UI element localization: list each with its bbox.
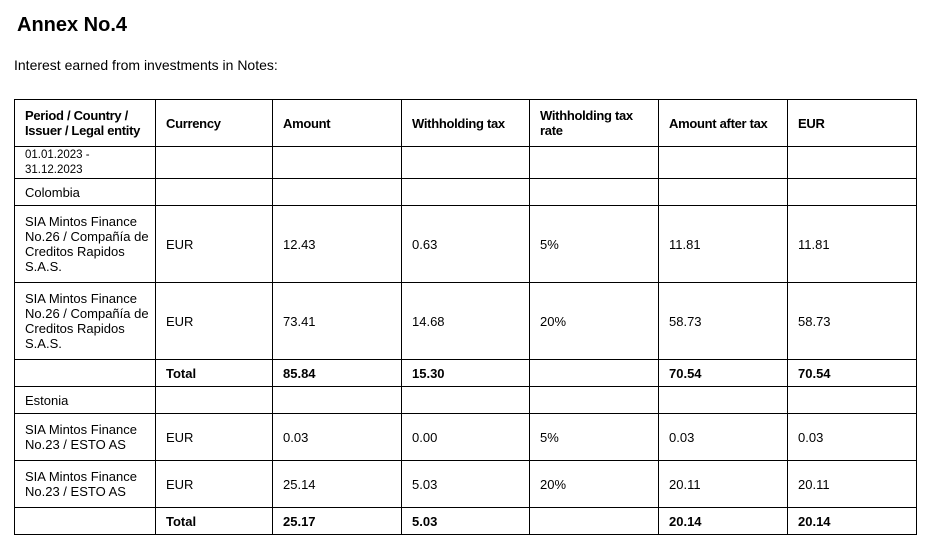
currency-cell: EUR	[156, 414, 273, 461]
amount-after-tax-cell: 0.03	[659, 414, 788, 461]
country-cell: Estonia	[15, 387, 156, 414]
eur-cell: 20.11	[788, 461, 917, 508]
currency-cell: EUR	[156, 461, 273, 508]
country-row	[15, 387, 917, 414]
total-label: Total	[156, 508, 273, 535]
period-cell: 01.01.2023 - 31.12.2023	[15, 147, 156, 179]
total-amount-after-tax: 20.14	[659, 508, 788, 535]
table-row	[15, 414, 917, 461]
total-withholding-tax: 5.03	[402, 508, 530, 535]
table-row	[15, 461, 917, 508]
entity-cell: SIA Mintos Finance No.23 / ESTO AS	[15, 414, 156, 461]
annex-title: Annex No.4	[17, 14, 128, 36]
amount-after-tax-cell: 20.11	[659, 461, 788, 508]
amount-after-tax-cell: 58.73	[659, 283, 788, 360]
amount-cell: 12.43	[273, 206, 402, 283]
withholding-tax-cell: 5.03	[402, 461, 530, 508]
header-currency: Currency	[156, 100, 273, 147]
eur-cell: 58.73	[788, 283, 917, 360]
annex-subtitle: Interest earned from investments in Notes:	[14, 57, 278, 73]
amount-cell: 0.03	[273, 414, 402, 461]
total-amount: 85.84	[273, 360, 402, 387]
total-eur: 20.14	[788, 508, 917, 535]
rate-cell: 5%	[530, 206, 659, 283]
header-withholding-tax-rate: Withholding tax rate	[530, 100, 659, 147]
currency-cell: EUR	[156, 283, 273, 360]
header-eur: EUR	[788, 100, 917, 147]
amount-after-tax-cell: 11.81	[659, 206, 788, 283]
header-entity: Period / Country / Issuer / Legal entity	[15, 100, 156, 147]
country-row	[15, 179, 917, 206]
table-row	[15, 206, 917, 283]
eur-cell: 11.81	[788, 206, 917, 283]
total-withholding-tax: 15.30	[402, 360, 530, 387]
total-label: Total	[156, 360, 273, 387]
entity-cell: SIA Mintos Finance No.26 / Compañía de Creditos Rapidos S.A.S.	[15, 283, 156, 360]
withholding-tax-cell: 14.68	[402, 283, 530, 360]
total-eur: 70.54	[788, 360, 917, 387]
withholding-tax-cell: 0.63	[402, 206, 530, 283]
withholding-tax-cell: 0.00	[402, 414, 530, 461]
amount-cell: 73.41	[273, 283, 402, 360]
table-row	[15, 283, 917, 360]
period-row	[15, 147, 917, 179]
currency-cell: EUR	[156, 206, 273, 283]
entity-cell: SIA Mintos Finance No.26 / Compañía de Creditos Rapidos S.A.S.	[15, 206, 156, 283]
header-withholding-tax: Withholding tax	[402, 100, 530, 147]
interest-table	[14, 99, 917, 535]
header-amount-after-tax: Amount after tax	[659, 100, 788, 147]
rate-cell: 20%	[530, 461, 659, 508]
total-amount-after-tax: 70.54	[659, 360, 788, 387]
eur-cell: 0.03	[788, 414, 917, 461]
rate-cell: 5%	[530, 414, 659, 461]
total-amount: 25.17	[273, 508, 402, 535]
table-header-row	[15, 100, 917, 147]
total-row	[15, 360, 917, 387]
country-cell: Colombia	[15, 179, 156, 206]
rate-cell: 20%	[530, 283, 659, 360]
header-amount: Amount	[273, 100, 402, 147]
amount-cell: 25.14	[273, 461, 402, 508]
total-row	[15, 508, 917, 535]
entity-cell: SIA Mintos Finance No.23 / ESTO AS	[15, 461, 156, 508]
